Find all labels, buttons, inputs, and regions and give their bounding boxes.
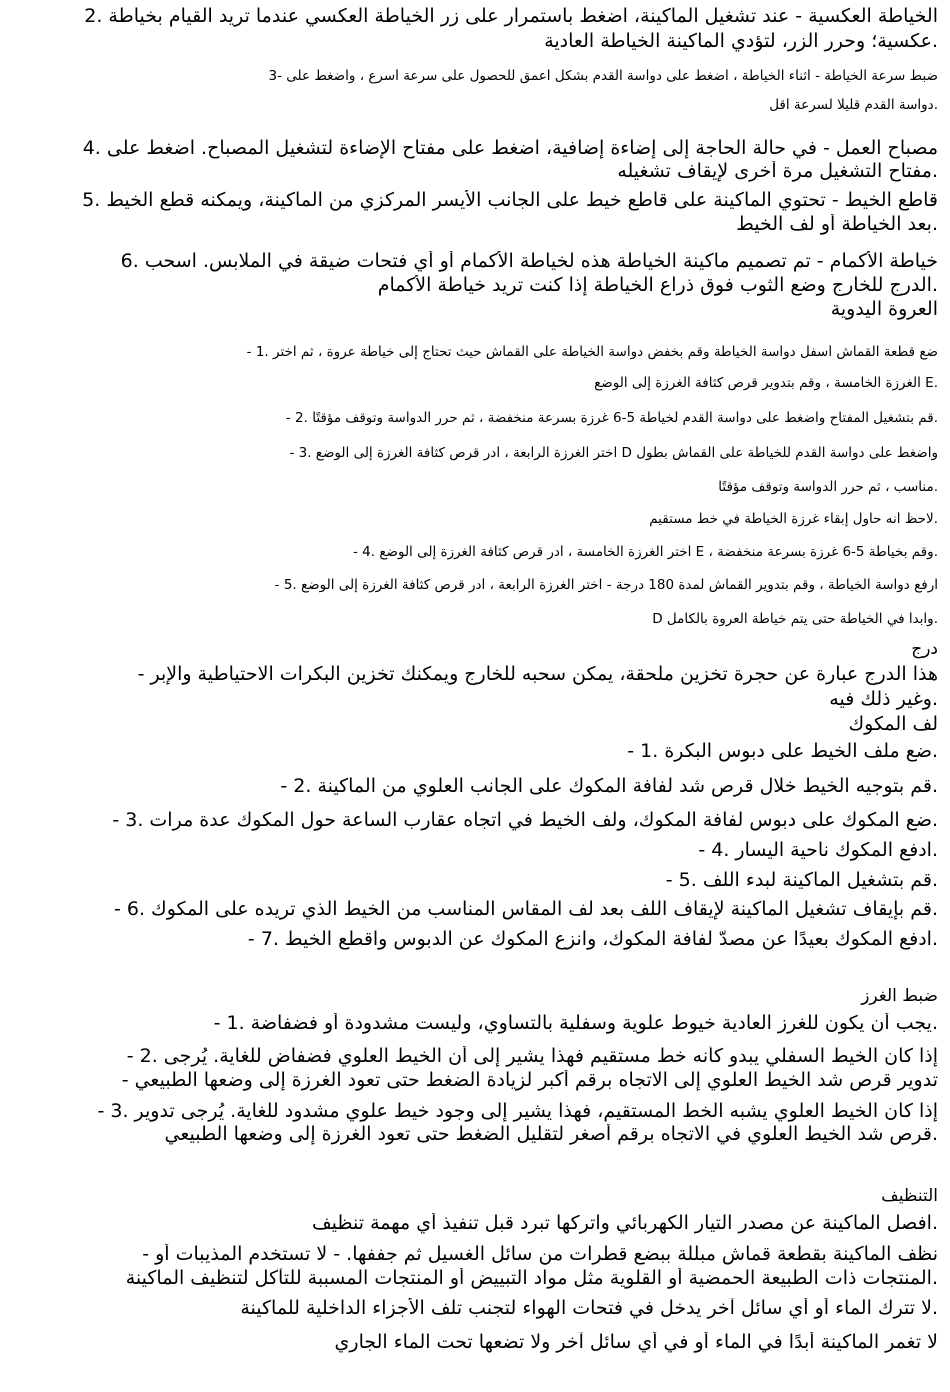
text-line: لا تغمر الماكينة أبدًا في الماء أو في أي سائل آخر ولا تضعها تحت الماء الجاري	[334, 1332, 938, 1353]
text-line: تدوير قرص شد الخيط العلوي إلى الاتجاه برقم أكبر لزيادة الضغط حتى تعود الغرزة إلى وضعها الطبيعي -	[121, 1070, 938, 1091]
text-line: .لا تترك الماء أو أي سائل آخر يدخل في فتحات الهواء لتجنب تلف الأجزاء الداخلية للماكينة	[240, 1298, 938, 1319]
text-line: .قم بتشغيل الماكينة لبدء اللف .5 -	[665, 870, 938, 891]
text-line: واضغط على دواسة القدم للخياطة على القماش بطول D اختر الغرزة الرابعة ، أدر قرص كثافة الغرزة إلى الوضع .3 -	[289, 446, 938, 461]
text-line: .قم بتشغيل المفتاح واضغط على دواسة القدم لخياطة 5-6 غرزة بسرعة منخفضة ، ثم حرر الدواسة وتوقف مؤقتًا .2 -	[285, 411, 938, 426]
text-line: .وغير ذلك فيه	[829, 689, 938, 710]
text-line: .وابدأ في الخياطة حتى يتم خياطة العروة بالكامل D	[652, 612, 938, 627]
text-line: .دواسة القدم قليلا لسرعة أقل	[769, 98, 938, 113]
text-line: .لاحظ أنه حاول إبقاء غرزة الخياطة في خط مستقيم	[649, 512, 938, 527]
text-line: .افصل الماكينة عن مصدر التيار الكهربائي واتركها تبرد قبل تنفيذ أي مهمة تنظيف	[312, 1213, 938, 1234]
text-line: .ادفع المكوك ناحية اليسار .4 -	[698, 840, 938, 861]
text-line: .قم بتوجيه الخيط خلال قرص شد لفافة المكوك على الجانب العلوي من الماكينة .2 -	[280, 776, 938, 797]
section-heading: التنظيف	[881, 1187, 938, 1206]
text-line: خياطة الأكمام - تم تصميم ماكينة الخياطة هذه لخياطة الأكمام أو أي فتحات ضيقة في الملابس. اسحب .6	[120, 251, 938, 272]
text-line: قاطع الخيط - تحتوي الماكينة على قاطع خيط على الجانب الأيسر المركزي من الماكينة، ويمكنه قطع الخيط .5	[82, 190, 938, 211]
text-line: .مفتاح التشغيل مرة أخرى لإيقاف تشغيله	[617, 161, 938, 182]
text-line: .يجب أن يكون للغرز العادية خيوط علوية وسفلية بالتساوي، وليست مشدودة أو فضفاضة .1 -	[213, 1013, 938, 1034]
text-line: إذا كان الخيط العلوي يشبه الخط المستقيم، فهذا يشير إلى وجود خيط علوي مشدود للغاية. يُرجى تدوير .3 -	[97, 1101, 938, 1122]
section-heading: ضبط الغرز	[861, 987, 938, 1006]
text-line: ضع قطعة القماش أسفل دواسة الخياطة وقم بخفض دواسة الخياطة على القماش حيث تحتاج إلى خياطة عروة ، ثم اختر .1 -	[246, 345, 938, 360]
text-line: .قم بإيقاف تشغيل الماكينة لإيقاف اللف بعد لف المقاس المناسب من الخيط الذي تريده على المكوك .6 -	[113, 899, 938, 920]
text-line: .قرص شد الخيط العلوي في الاتجاه برقم أصغر لتقليل الضغط حتى تعود الغرزة إلى وضعها الطبيعي	[164, 1124, 938, 1145]
text-line: نظف الماكينة بقطعة قماش مبللة ببضع قطرات من سائل الغسيل ثم جففها. - لا تستخدم المذيبات أو -	[142, 1244, 938, 1265]
text-line: ارفع دواسة الخياطة ، وقم بتدوير القماش لمدة 180 درجة - اختر الغرزة الرابعة ، أدر قرص كثافة الغرزة إلى الوضع .5 -	[274, 578, 938, 593]
text-line: .وقم بخياطة 5-6 غرزة بسرعة منخفضة ، E اختر الغرزة الخامسة ، أدر قرص كثافة الغرزة إلى الوضع .4 -	[352, 545, 938, 560]
text-line: .ضع ملف الخيط على دبوس البكرة .1 -	[627, 741, 938, 762]
text-line: .عكسية؛ وحرر الزر، لتؤدي الماكينة الخياطة العادية	[544, 31, 938, 52]
text-line: ضبط سرعة الخياطة - أثناء الخياطة ، اضغط على دواسة القدم بشكل أعمق للحصول على سرعة أسرع ، واضغط على -3	[268, 69, 938, 84]
text-line: .المنتجات ذات الطبيعة الحمضية أو القلوية مثل مواد التبييض أو المنتجات المسببة للتآكل لتنظيف الماكينة	[125, 1268, 938, 1289]
text-line: هذا الدرج عبارة عن حجرة تخزين ملحقة، يمكن سحبه للخارج ويمكنك تخزين البكرات الاحتياطية والإبر -	[137, 664, 938, 685]
text-line: .مناسب ، ثم حرر الدواسة وتوقف مؤقتًا	[718, 480, 938, 495]
section-heading: درج	[911, 640, 938, 659]
text-line: .الدرج للخارج وضع الثوب فوق ذراع الخياطة إذا كنت تريد خياطة الأكمام	[377, 275, 938, 296]
text-line: .ضع المكوك على دبوس لفافة المكوك، ولف الخيط في اتجاه عقارب الساعة حول المكوك عدة مرات .3 -	[112, 810, 938, 831]
text-line: مصباح العمل - في حالة الحاجة إلى إضاءة إضافية، اضغط على مفتاح الإضاءة لتشغيل المصباح. اضغط على .4	[82, 138, 938, 159]
text-line: .بعد الخياطة أو لف الخيط	[736, 214, 938, 235]
section-heading: العروة اليدوية	[830, 299, 938, 320]
text-line: .ادفع المكوك بعيدًا عن مصدّ لفافة المكوك، وانزع المكوك عن الدبوس واقطع الخيط .7 -	[247, 929, 938, 950]
text-line: .E الغرزة الخامسة ، وقم بتدوير قرص كثافة الغرزة إلى الوضع	[594, 376, 938, 391]
text-line: الخياطة العكسية - عند تشغيل الماكينة، اضغط باستمرار على زر الخياطة العكسي عندما تريد القيام بخياطة .2	[84, 6, 938, 27]
section-heading: لف المكوك	[848, 714, 938, 735]
text-line: إذا كان الخيط السفلي يبدو كأنه خط مستقيم فهذا يشير إلى أن الخيط العلوي فضفاض للغاية. يُرجى .2 -	[126, 1046, 938, 1067]
